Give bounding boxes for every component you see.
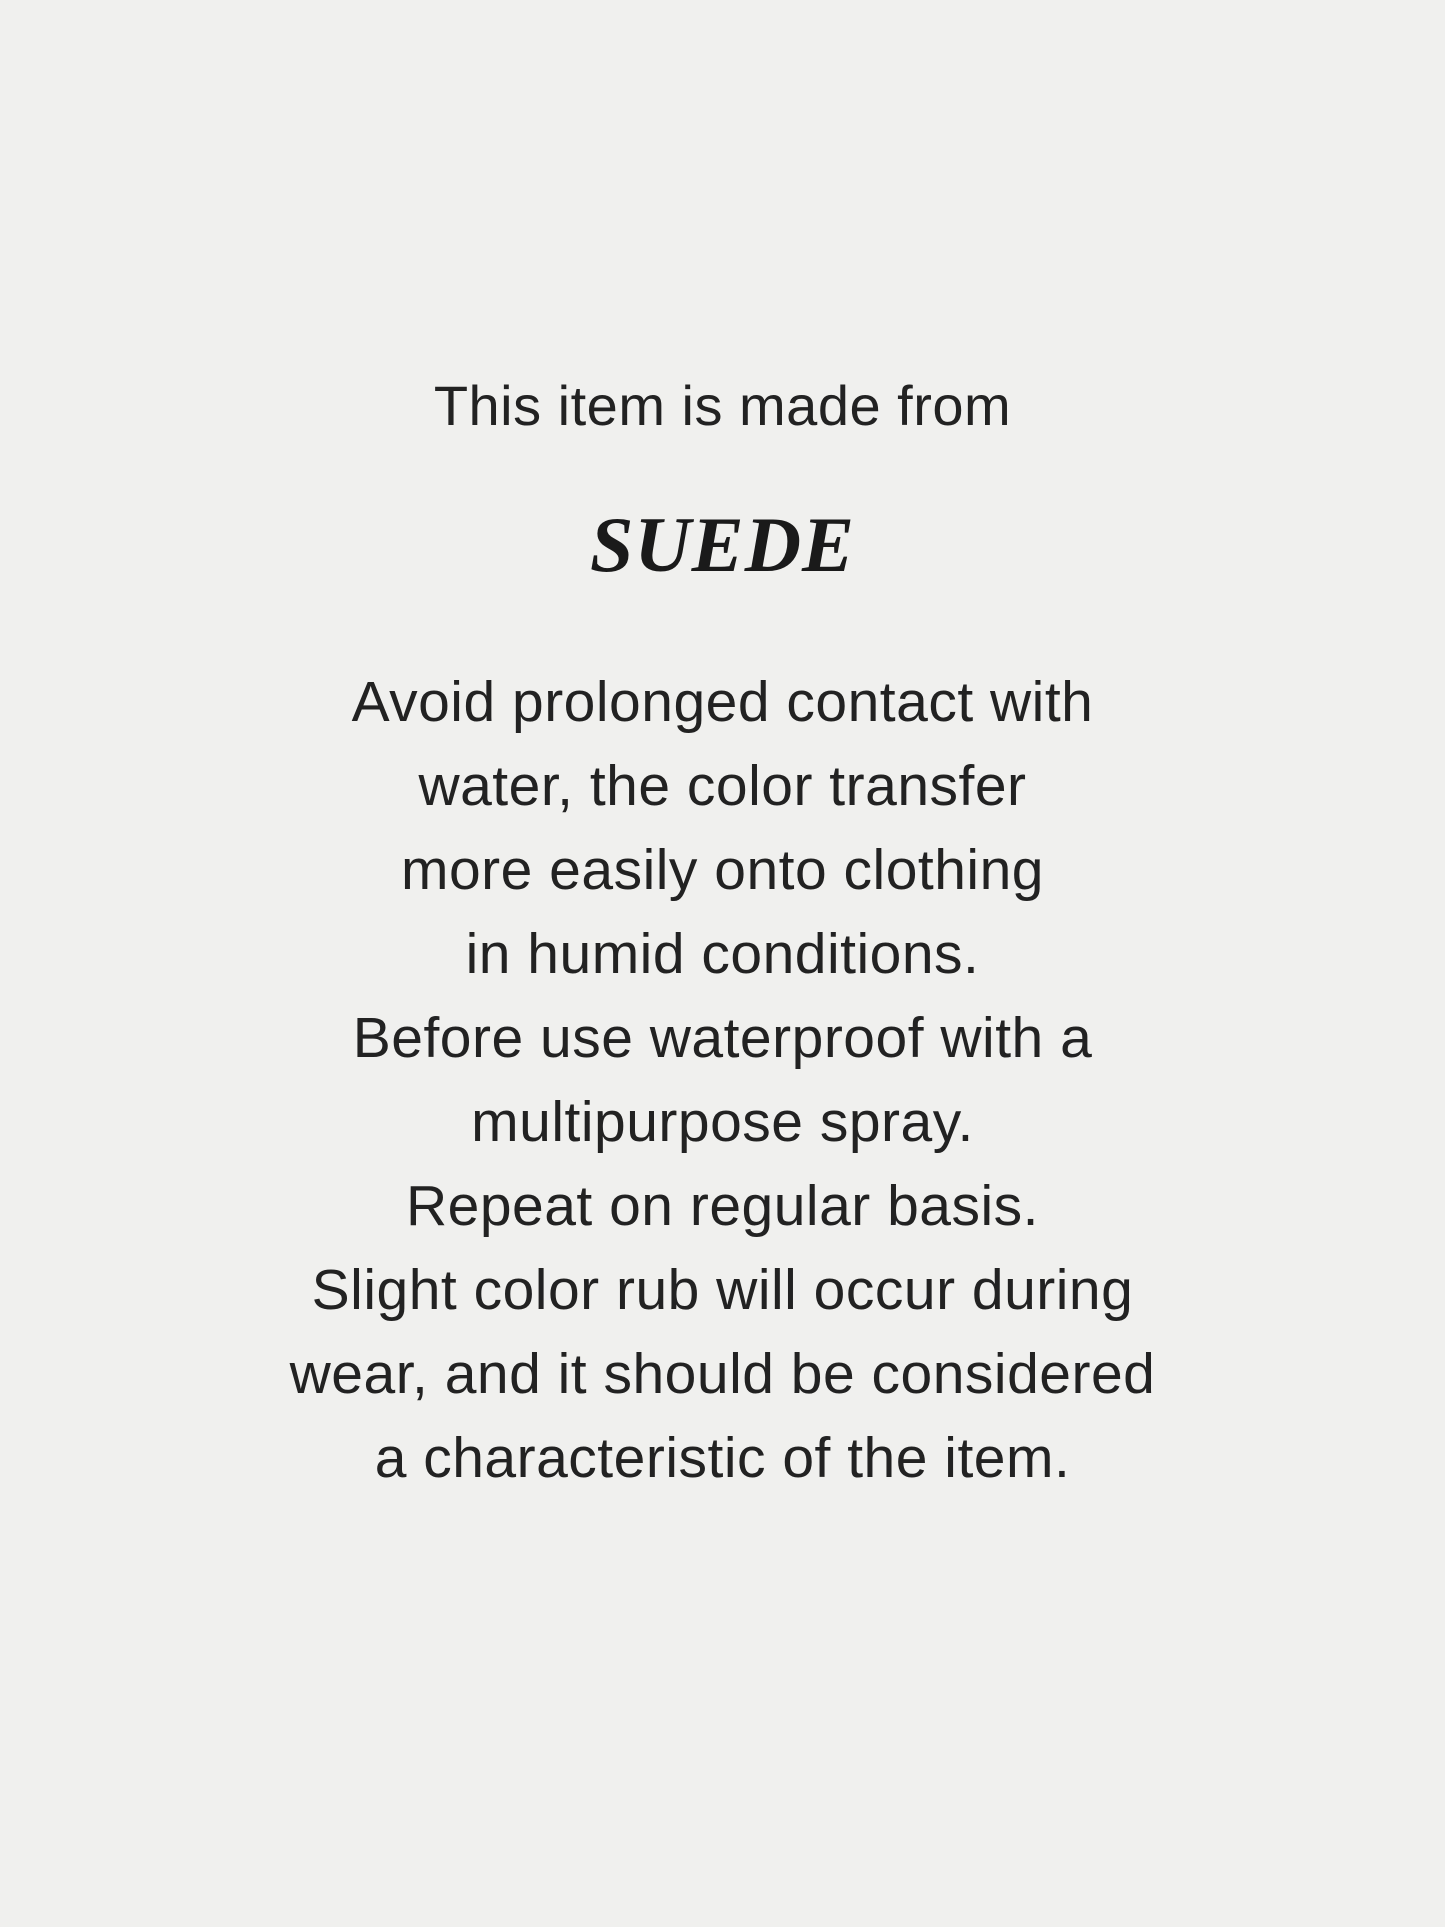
- care-instruction-line: more easily onto clothing: [400, 838, 1044, 902]
- care-instruction-line: a characteristic of the item.: [374, 1426, 1071, 1490]
- care-instruction-line: water, the color transfer: [418, 754, 1027, 818]
- care-instruction-line: Repeat on regular basis.: [405, 1174, 1040, 1238]
- care-instruction-line: Slight color rub will occur during: [311, 1258, 1134, 1322]
- care-instruction-line: Before use waterproof with a: [352, 1006, 1093, 1070]
- intro-text: This item is made from: [433, 374, 1012, 437]
- care-instruction-line: wear, and it should be considered: [289, 1342, 1156, 1406]
- care-instruction-line: in humid conditions.: [465, 922, 980, 986]
- care-instruction-line: multipurpose spray.: [471, 1090, 974, 1154]
- material-name: SUEDE: [589, 501, 856, 588]
- care-instruction-line: Avoid prolonged contact with: [351, 670, 1094, 734]
- care-instructions: [0, 660, 1445, 1500]
